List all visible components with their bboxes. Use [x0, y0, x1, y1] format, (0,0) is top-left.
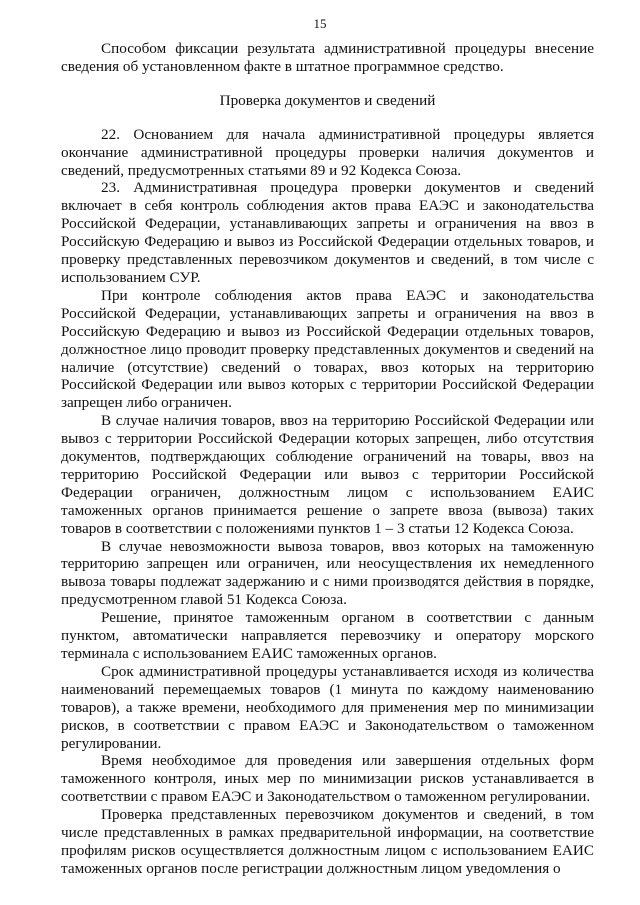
paragraph-decision: Решение, принятое таможенным органом в соответствии с данным пунктом, автоматически направляется перевозчику и оператору морского терминала с использованием ЕАИС таможенных органов.: [61, 609, 594, 662]
paragraph-23: 23. Административная процедура проверки документов и сведений включает в себя контроль соблюдения актов права ЕАЭС и законодательства Российской Федерации, устанавливающих запреты и ограничения на ввоз в Российскую Федерацию и вывоз из Российской Федерации отдельных товаров, и проверку представленных перевозчиком документов и сведений, в том числе с использованием СУР.: [61, 179, 594, 286]
document-body: [61, 40, 594, 878]
paragraph-control: При контроле соблюдения актов права ЕАЭС и законодательства Российской Федерации, устанавливающих запреты и ограничения на ввоз в Российскую Федерацию и вывоз из Российской Федерации отдельных товаров, должностное лицо проводит проверку представленных документов и сведений на наличие (отсутствие) сведений о товарах, ввоз которых на территорию Российской Федерации или вывоз которых с территории Российской Федерации запрещен либо ограничен.: [61, 286, 594, 412]
intro-paragraph: Способом фиксации результата административной процедуры внесение сведения об установленном факте в штатное программное средство.: [61, 40, 594, 75]
paragraph-time: Время необходимое для проведения или завершения отдельных форм таможенного контроля, иных мер по минимизации рисков устанавливается в соответствии с правом ЕАЭС и Законодательством о таможенном регулировании.: [61, 752, 594, 806]
paragraph-term: Срок административной процедуры устанавливается исходя из количества наименований перемещаемых товаров (1 минута по каждому наименованию товаров), а также времени, необходимого для применения мер по минимизации рисков, в соответствии с правом ЕАЭС и Законодательством о таможенном регулировании.: [61, 662, 594, 752]
section-heading: Проверка документов и сведений: [219, 91, 436, 109]
paragraph-detention: В случае невозможности вывоза товаров, ввоз которых на таможенную территорию запрещен или ограничен, или неосуществления их немедленного вывоза товары подлежат задержанию и с ними производятся действия в порядке, предусмотренном главой 51 Кодекса Союза.: [61, 537, 594, 609]
paragraph-22: 22. Основанием для начала административной процедуры является окончание административной процедуры проверки наличия документов и сведений, предусмотренных статьями 89 и 92 Кодекса Союза.: [61, 125, 594, 179]
page-number: 15: [313, 16, 327, 31]
paragraph-risk-check: Проверка представленных перевозчиком документов и сведений, в том числе представленных в рамках предварительной информации, на соответствие профилям рисков осуществляется должностным лицом с использованием ЕАИС таможенных органов после регистрации должностным лицом уведомления о: [61, 806, 594, 877]
paragraph-prohibition: В случае наличия товаров, ввоз на территорию Российской Федерации или вывоз с территории Российской Федерации которых запрещен, либо отсутствия документов, подтверждающих соблюдение ограничений на товары, ввоз на территорию Российской Федерации или вывоз с территории Российской Федерации ограничен, должностным лицом с использованием ЕАИС таможенных органов принимается решение о запрете ввоза (вывоза) таких товаров в соответствии с положениями пунктов 1 – 3 статьи 12 Кодекса Союза.: [61, 412, 594, 537]
